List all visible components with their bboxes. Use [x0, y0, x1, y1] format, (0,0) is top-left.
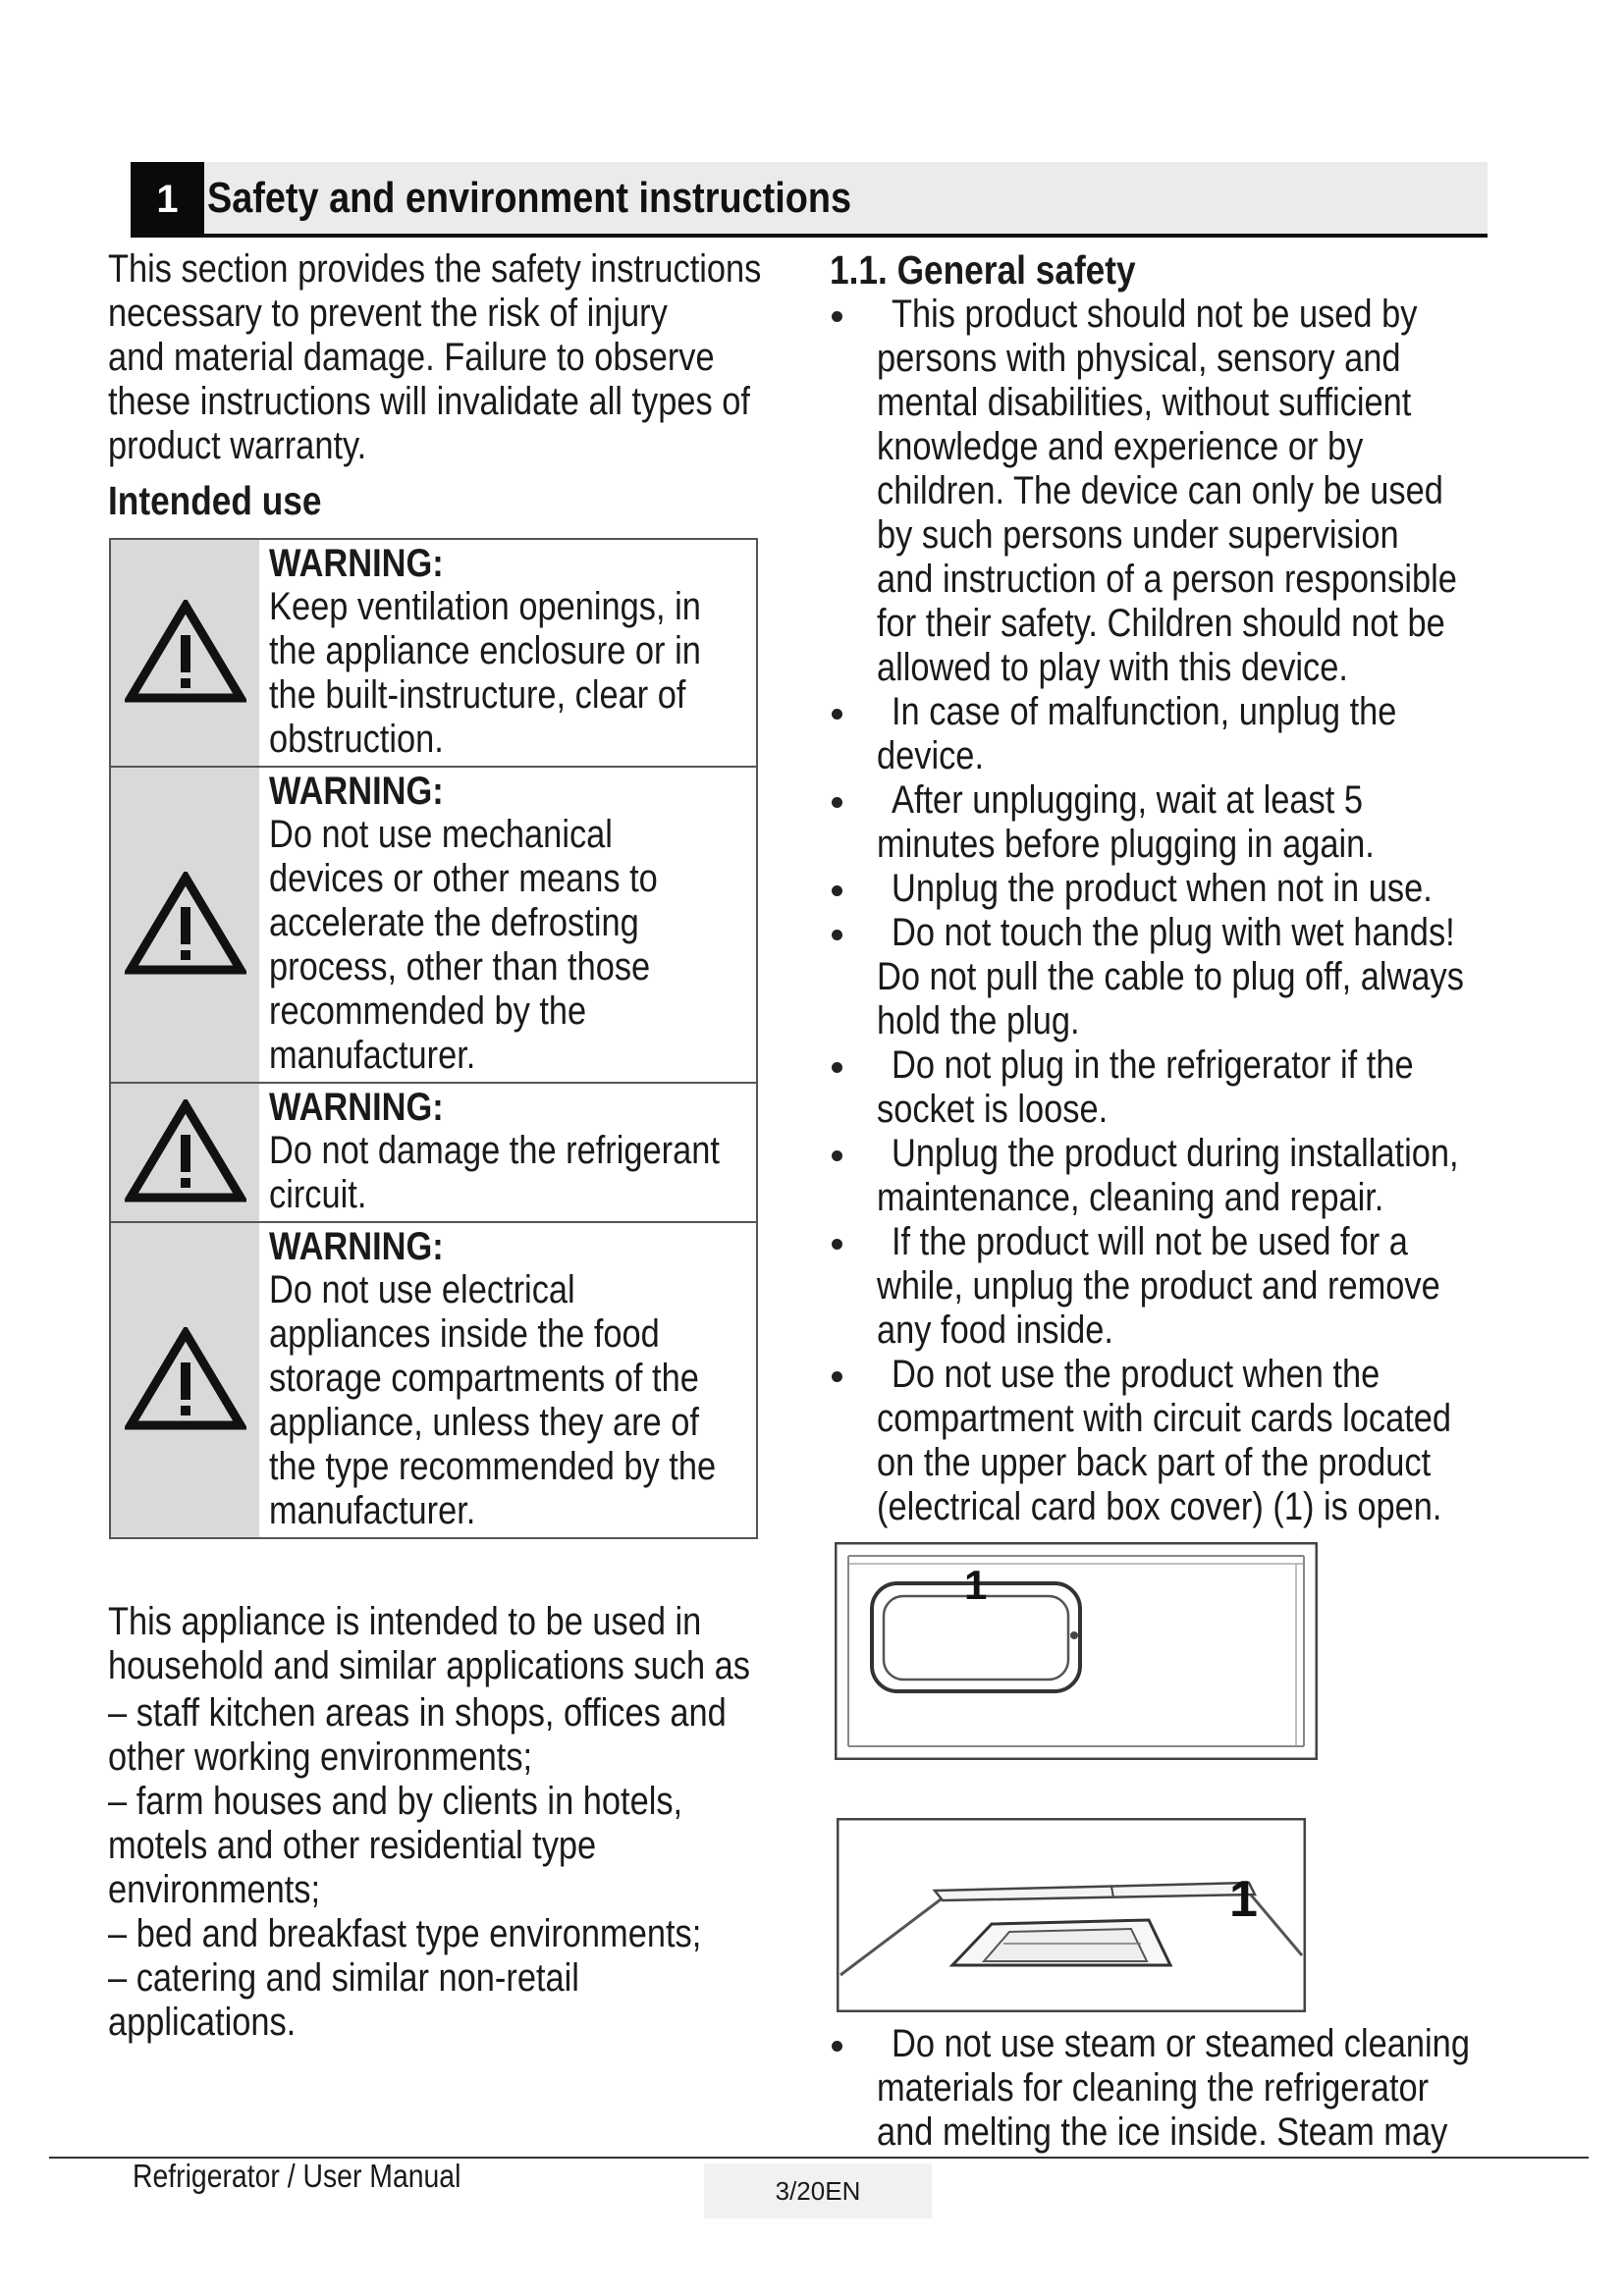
section-title: Safety and environment instructions [207, 174, 852, 222]
text-line: household and similar applications such as [108, 1644, 750, 1687]
text-line: device. [877, 734, 985, 777]
bullet-item [830, 778, 1497, 867]
text-line: and instruction of a person responsible [877, 558, 1457, 601]
warning-triangle-icon [111, 1223, 259, 1537]
page-number: 3/20EN [704, 2163, 932, 2218]
warning-text [259, 540, 781, 766]
warning-title: WARNING: [269, 1225, 444, 1268]
figure-callout-bottom: 1 [1229, 1871, 1258, 1928]
warning-title: WARNING: [269, 1086, 444, 1129]
footer-manual-title: Refrigerator / User Manual [133, 2158, 461, 2194]
text-line: appliance, unless they are of [269, 1401, 699, 1444]
bullet-item [830, 1353, 1497, 1529]
bullet-item [830, 1220, 1497, 1353]
text-line: other working environments; [108, 1735, 533, 1779]
text-line: Do not plug in the refrigerator if the [892, 1043, 1414, 1087]
usage-paragraph [108, 1600, 800, 2045]
bullet-item [830, 1132, 1497, 1220]
text-line: Do not use the product when the [892, 1353, 1380, 1396]
text-line: manufacturer. [269, 1489, 476, 1532]
text-line: In case of malfunction, unplug the [892, 690, 1397, 733]
text-line: hold the plug. [877, 999, 1080, 1042]
warning-text [259, 1084, 803, 1221]
figure-callout-top: 1 [964, 1562, 988, 1608]
warning-triangle-icon [111, 1084, 259, 1221]
bullet-item [830, 293, 1497, 690]
text-line: – bed and breakfast type environments; [108, 1912, 702, 1955]
text-line: while, unplug the product and remove [877, 1264, 1440, 1308]
bullet-item [830, 1043, 1497, 1132]
warning-text [259, 1223, 798, 1537]
text-line: storage compartments of the [269, 1357, 699, 1400]
text-line: Keep ventilation openings, in [269, 585, 701, 628]
text-line: appliances inside the food [269, 1312, 660, 1356]
text-line: – catering and similar non-retail [108, 1956, 579, 2000]
text-line: obstruction. [269, 718, 444, 761]
text-line: the appliance enclosure or in [269, 629, 701, 672]
text-line: accelerate the defrosting [269, 901, 639, 944]
intended-use-heading: Intended use [108, 478, 322, 523]
text-line: the built-instructure, clear of [269, 673, 686, 717]
text-line: materials for cleaning the refrigerator [877, 2066, 1430, 2109]
warning-row [111, 1082, 756, 1221]
text-line: and melting the ice inside. Steam may [877, 2110, 1448, 2154]
text-line: This appliance is intended to be used in [108, 1600, 702, 1643]
warning-triangle-icon [111, 768, 259, 1082]
text-line: manufacturer. [269, 1034, 476, 1077]
text-line: maintenance, cleaning and repair. [877, 1176, 1384, 1219]
warning-row [111, 540, 756, 766]
warning-triangle-icon [111, 540, 259, 766]
text-line: devices or other means to [269, 857, 658, 900]
right-column [830, 247, 1497, 1529]
text-line: – farm houses and by clients in hotels, [108, 1780, 683, 1823]
text-line: these instructions will invalidate all types of [108, 380, 750, 423]
text-line: compartment with circuit cards located [877, 1397, 1452, 1440]
text-line: mental disabilities, without sufficient [877, 381, 1412, 424]
text-line: motels and other residential type [108, 1824, 597, 1867]
text-line: children. The device can only be used [877, 469, 1443, 512]
text-line: circuit. [269, 1173, 367, 1216]
section-number: 1 [131, 162, 204, 238]
text-line: Unplug the product when not in use. [892, 867, 1433, 910]
card-box-cover-figure-top [835, 1542, 1318, 1760]
text-line: product warranty. [108, 424, 367, 467]
text-line: environments; [108, 1868, 321, 1911]
intro-paragraph [108, 247, 800, 468]
warning-text [259, 768, 731, 1082]
text-line: knowledge and experience or by [877, 425, 1364, 468]
text-line: socket is loose. [877, 1088, 1109, 1131]
text-line: Do not pull the cable to plug off, always [877, 955, 1464, 998]
steam-cleaning-bullet [830, 2022, 1497, 2155]
text-line: Unplug the product during installation, [892, 1132, 1459, 1175]
text-line: process, other than those [269, 945, 651, 988]
text-line: Do not use steam or steamed cleaning [892, 2022, 1470, 2065]
text-line: allowed to play with this device. [877, 646, 1348, 689]
text-line: on the upper back part of the product [877, 1441, 1432, 1484]
text-line: the type recommended by the [269, 1445, 717, 1488]
text-line: any food inside. [877, 1308, 1113, 1352]
text-line: – staff kitchen areas in shops, offices and [108, 1691, 727, 1735]
general-safety-heading: 1.1. General safety [830, 247, 1136, 293]
text-line: (electrical card box cover) (1) is open. [877, 1485, 1442, 1528]
text-line: Do not damage the refrigerant [269, 1129, 720, 1172]
text-line: If the product will not be used for a [892, 1220, 1408, 1263]
text-line: necessary to prevent the risk of injury [108, 292, 668, 335]
text-line: After unplugging, wait at least 5 [892, 778, 1363, 822]
section-header [131, 162, 1488, 238]
text-line: minutes before plugging in again. [877, 823, 1375, 866]
text-line: Do not use electrical [269, 1268, 575, 1311]
card-box-cover-figure-bottom [837, 1818, 1306, 2012]
bullet-item [830, 911, 1497, 1043]
text-line: Do not use mechanical [269, 813, 613, 856]
text-line: This section provides the safety instructions [108, 247, 762, 291]
bullet-item [830, 867, 1497, 911]
text-line: by such persons under supervision [877, 513, 1399, 557]
warning-row [111, 1221, 756, 1537]
text-line: Do not touch the plug with wet hands! [892, 911, 1455, 954]
text-line: and material damage. Failure to observe [108, 336, 715, 379]
text-line: persons with physical, sensory and [877, 337, 1401, 380]
bullet-item [830, 2022, 1497, 2155]
text-line: This product should not be used by [892, 293, 1418, 336]
warning-title: WARNING: [269, 542, 444, 585]
text-line: applications. [108, 2001, 297, 2044]
warning-row [111, 766, 756, 1082]
warning-title: WARNING: [269, 770, 444, 813]
text-line: for their safety. Children should not be [877, 602, 1445, 645]
safety-bullet-list [830, 293, 1497, 1529]
warning-table [109, 538, 758, 1539]
left-column [108, 247, 800, 525]
text-line: recommended by the [269, 989, 587, 1033]
bullet-item [830, 690, 1497, 778]
